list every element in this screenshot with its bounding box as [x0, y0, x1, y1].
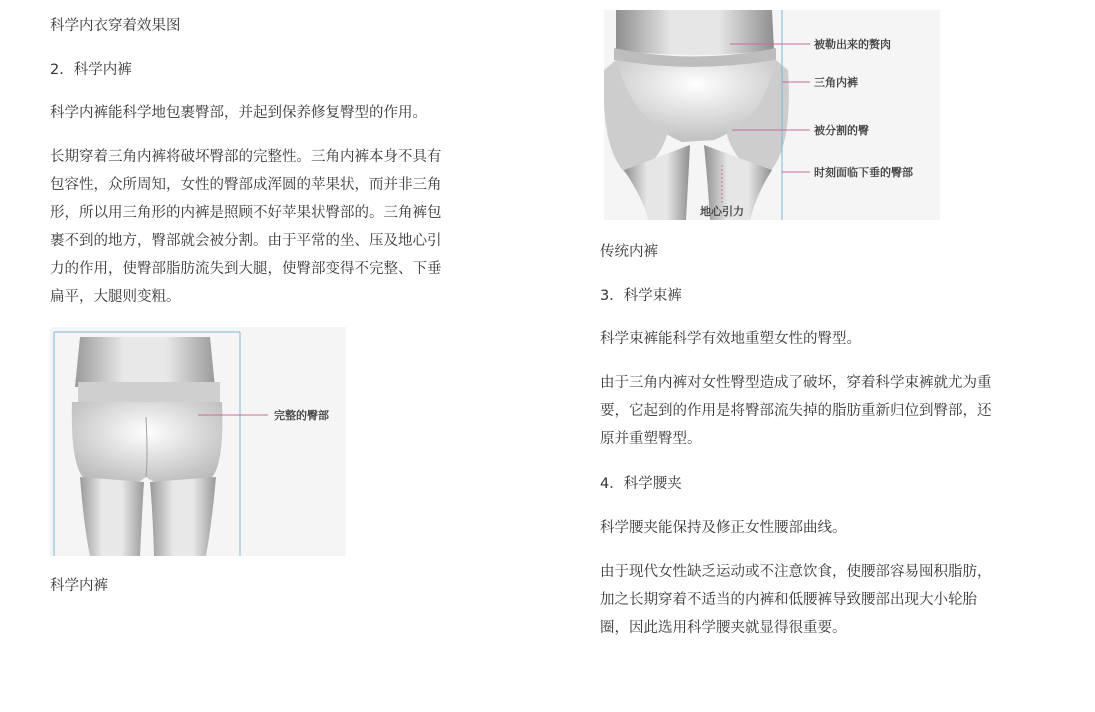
body-scientific-waist-cincher [600, 558, 1040, 642]
body-line: 裹不到的地方，臀部就会被分割。由于平常的坐、压及地心引 [50, 233, 442, 249]
heading-scientific-waist-cincher: 4．科学腰夹 [600, 476, 682, 492]
figure-complete-hips [50, 327, 346, 556]
body-line: 包容性，众所周知，女性的臀部成浑圆的苹果状，而并非三角 [50, 177, 442, 193]
body-line: 圈，因此选用科学腰夹就显得很重要。 [600, 620, 847, 636]
caption-traditional-briefs: 传统内裤 [600, 244, 658, 260]
figure-label-waist-fat: 被勒出来的赘肉 [814, 38, 891, 51]
body-line: 加之长期穿着不适当的内裤和低腰裤导致腰部出现大小轮胎 [600, 592, 977, 608]
summary-scientific-briefs: 科学内裤能科学地包裹臀部，并起到保养修复臀型的作用。 [50, 105, 427, 121]
figure-label-complete-hips: 完整的臀部 [274, 409, 329, 422]
body-scientific-shapewear [600, 369, 1040, 453]
figure-traditional-briefs-illustration [604, 10, 940, 220]
heading-scientific-briefs: 2．科学内裤 [50, 62, 132, 78]
figure-label-split-hips: 被分割的臀 [814, 124, 869, 137]
figure-complete-hips-illustration [50, 327, 346, 556]
body-line: 由于现代女性缺乏运动或不注意饮食，使腰部容易囤积脂肪， [600, 564, 992, 580]
body-line: 长期穿着三角内裤将破坏臀部的完整性。三角内裤本身不具有 [50, 149, 442, 165]
heading-scientific-shapewear: 3．科学束裤 [600, 288, 682, 304]
body-line: 力的作用，使臀部脂肪流失到大腿，使臀部变得不完整、下垂 [50, 261, 442, 277]
summary-scientific-shapewear: 科学束裤能科学有效地重塑女性的臀型。 [600, 331, 861, 347]
caption-effect-figure: 科学内衣穿着效果图 [50, 18, 181, 34]
body-line: 要，它起到的作用是将臀部流失掉的脂肪重新归位到臀部，还 [600, 403, 992, 419]
figure-label-gravity: 地心引力 [700, 205, 744, 218]
body-line: 扁平，大腿则变粗。 [50, 289, 181, 305]
body-line: 由于三角内裤对女性臀型造成了破坏，穿着科学束裤就尤为重 [600, 375, 992, 391]
figure-label-triangle-briefs: 三角内裤 [814, 76, 858, 89]
summary-scientific-waist-cincher: 科学腰夹能保持及修正女性腰部曲线。 [600, 520, 847, 536]
caption-scientific-briefs: 科学内裤 [50, 578, 108, 594]
body-line: 形，所以用三角形的内裤是照顾不好苹果状臀部的。三角裤包 [50, 205, 442, 221]
figure-traditional-briefs [604, 10, 940, 220]
body-line: 原并重塑臀型。 [600, 431, 702, 447]
figure-label-sagging-hips: 时刻面临下垂的臀部 [814, 166, 913, 179]
body-scientific-briefs [50, 143, 490, 311]
